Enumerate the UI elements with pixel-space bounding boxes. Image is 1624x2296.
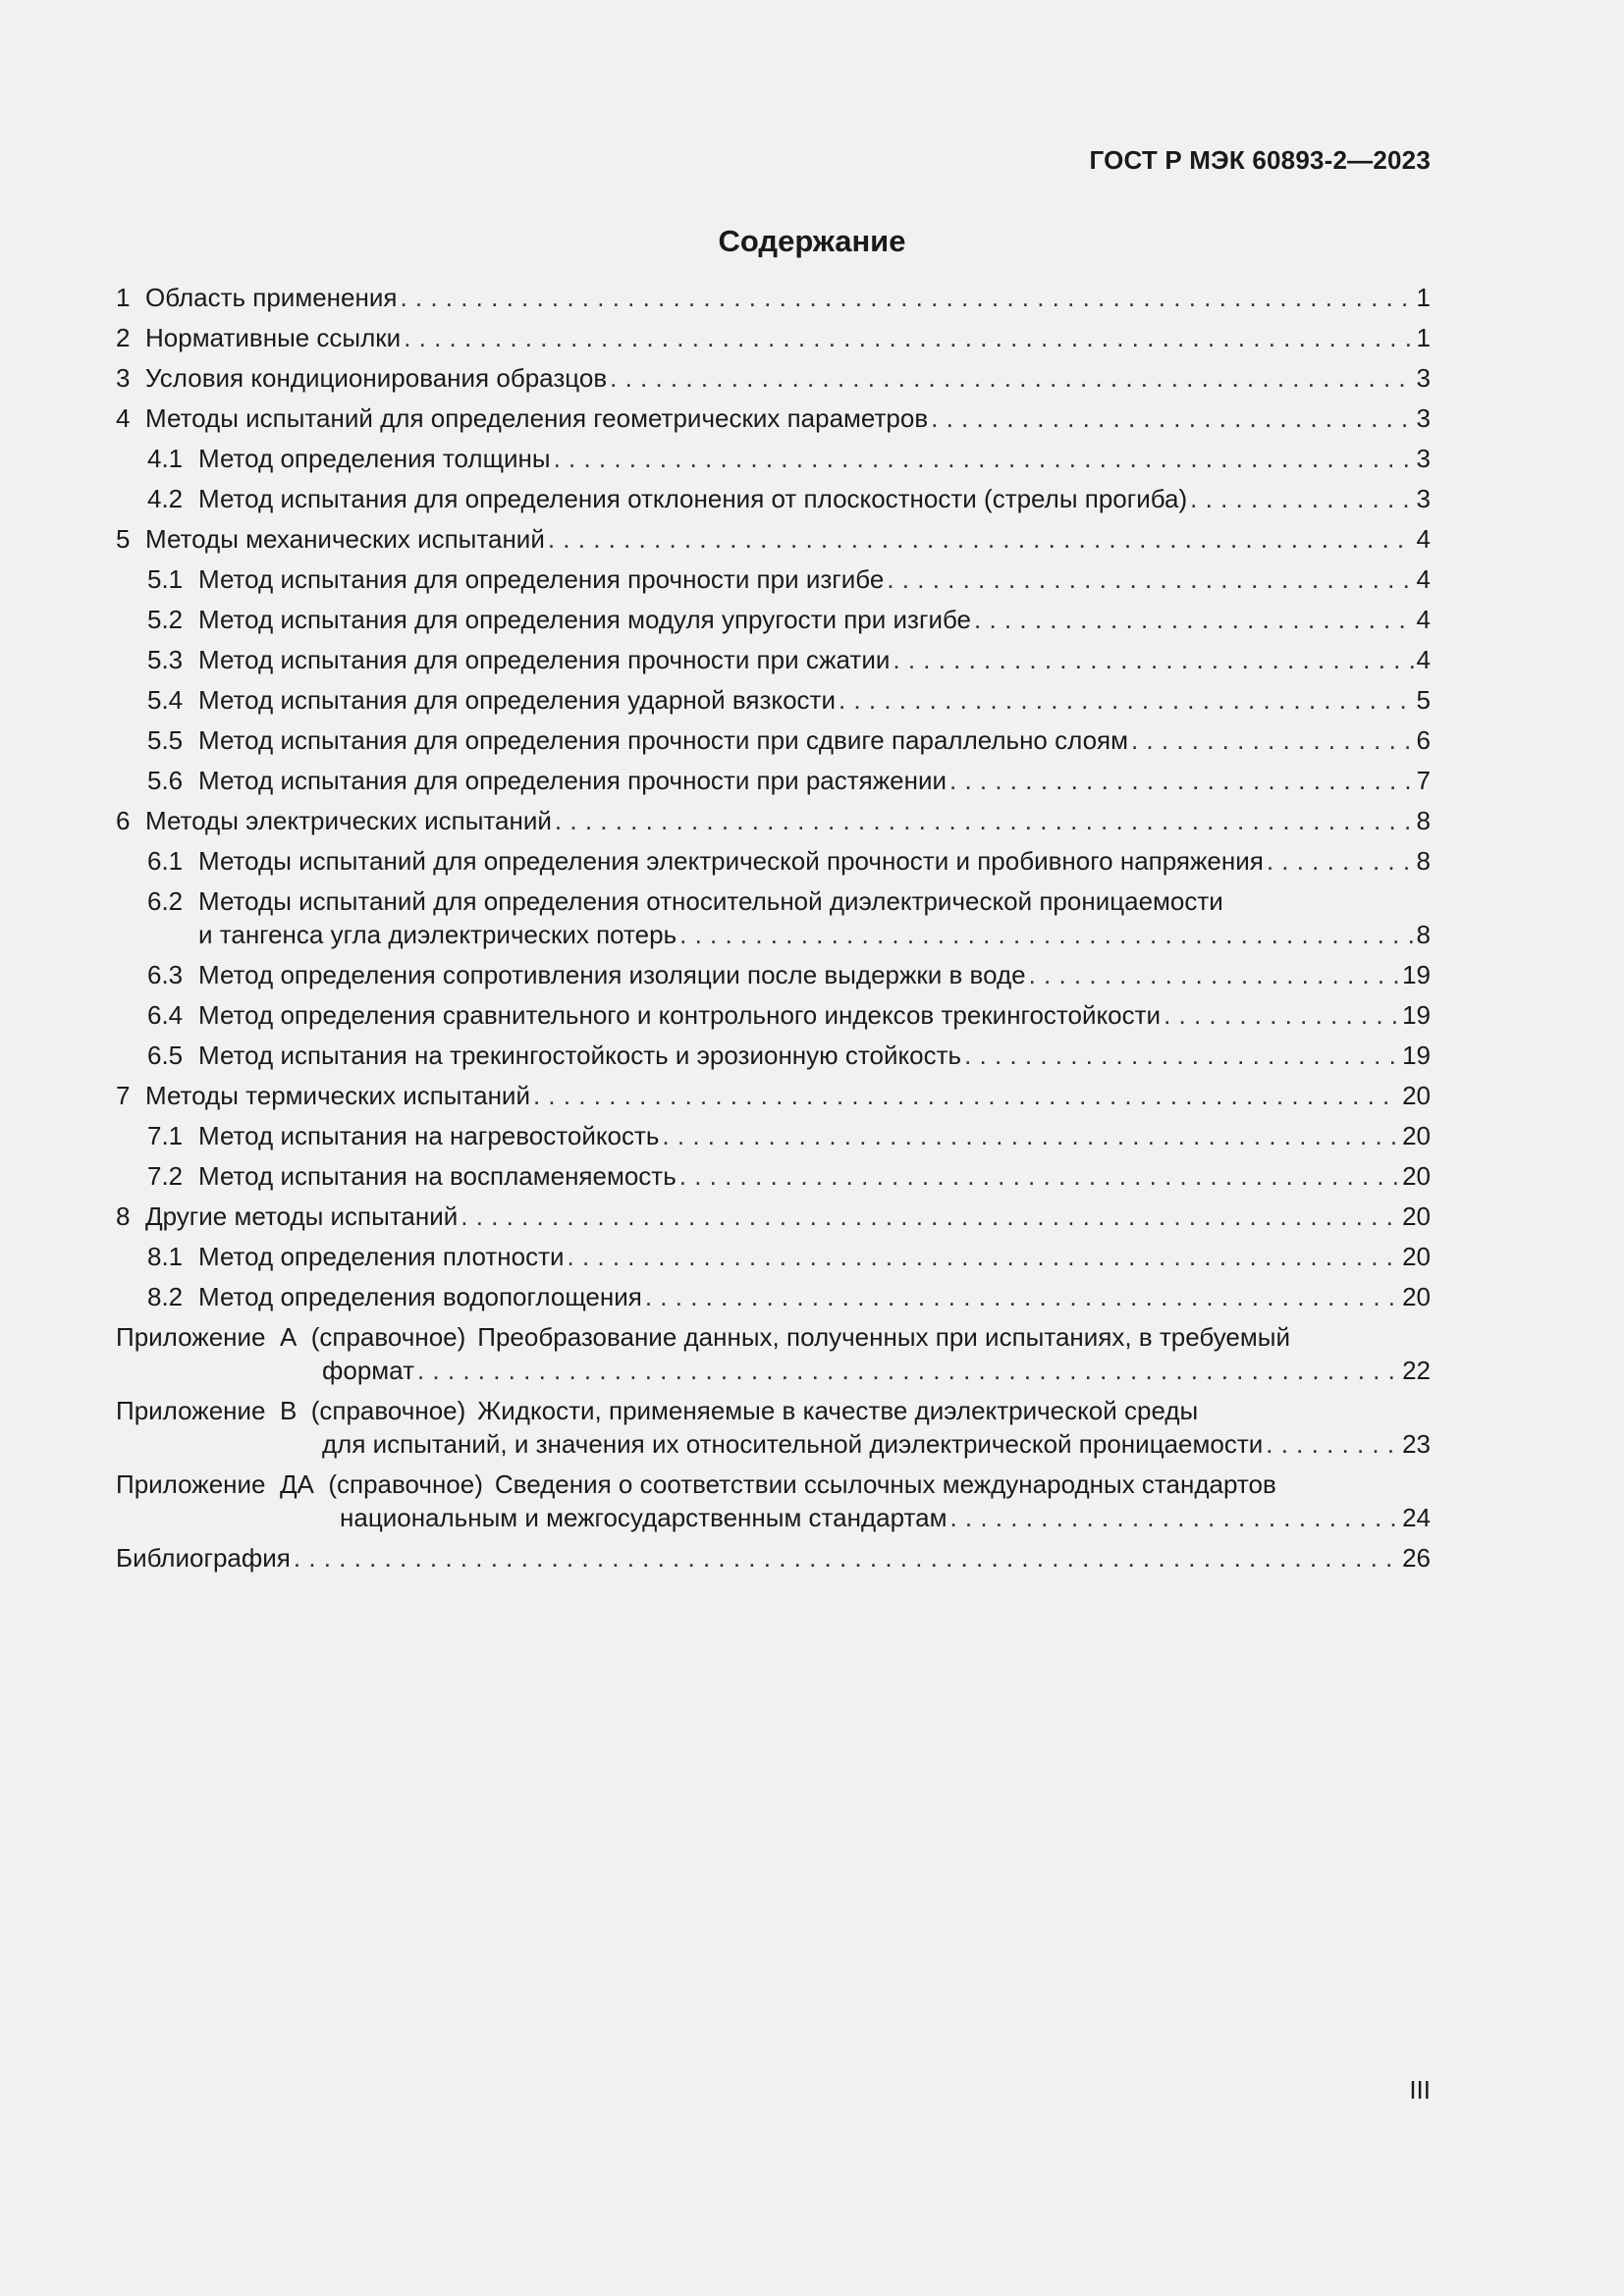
toc-number: 7 [116,1081,131,1110]
toc-page: 19 [1402,1041,1431,1070]
toc-appendix-a[interactable] [116,1322,1431,1396]
dot-leader [404,323,1413,353]
toc-bibliography[interactable] [116,1543,1431,1583]
toc-text: Метод испытания для определения отклонения от плоскостности (стрелы прогиба) [198,484,1188,513]
toc-number: 5.3 [147,645,184,674]
toc-entry[interactable] [116,283,1431,323]
appendix-label: Приложение А (справочное) [116,1322,466,1352]
toc-entry[interactable] [116,1081,1431,1121]
dot-leader [460,1201,1399,1232]
toc-page: 20 [1402,1242,1431,1271]
toc-number: 4.1 [147,444,184,473]
dot-leader [839,685,1414,716]
toc-number: 6.2 [147,886,184,916]
dot-leader [949,766,1414,796]
appendix-title-continued: национальным и межгосударственным стандартам [340,1503,947,1532]
toc-page: 1 [1416,283,1431,312]
toc-page: 20 [1402,1081,1431,1110]
toc-page: 8 [1416,846,1431,876]
dot-leader [679,920,1413,950]
toc-number: 6.1 [147,846,184,876]
appendix-title: Жидкости, применяемые в качестве диэлектрической среды [477,1396,1199,1425]
toc-text: Метод определения плотности [198,1242,565,1271]
toc-page: 4 [1416,564,1431,594]
dot-leader [568,1242,1400,1272]
dot-leader [887,564,1413,595]
document-code: ГОСТ Р МЭК 60893-2—2023 [1089,145,1431,175]
toc-entry[interactable] [116,766,1431,806]
dot-leader [533,1081,1399,1111]
toc-text: Метод испытания для определения модуля упругости при изгибе [198,605,972,634]
toc-entry[interactable] [116,1242,1431,1282]
dot-leader [1266,1429,1399,1460]
toc-text: Нормативные ссылки [145,323,402,352]
toc-text: Метод испытания для определения прочности при сдвиге параллельно слоям [198,725,1128,755]
toc-number: 7.1 [147,1121,184,1150]
toc-page: 5 [1416,685,1431,715]
toc-text: Метод испытания для определения ударной вязкости [198,685,836,715]
dot-leader [1190,484,1413,514]
toc-page: 6 [1416,725,1431,755]
dot-leader [645,1282,1399,1312]
toc-entry[interactable] [116,444,1431,484]
toc-text: Область применения [145,283,398,312]
toc-page: 22 [1402,1356,1431,1385]
toc-number: 6.3 [147,960,184,989]
toc-number: 5.2 [147,605,184,634]
toc-number: 5 [116,524,131,554]
appendix-title: Преобразование данных, полученных при испытаниях, в требуемый [477,1322,1290,1352]
dot-leader [1267,846,1414,877]
toc-page: 23 [1402,1429,1431,1459]
toc-text: Другие методы испытаний [145,1201,459,1231]
toc-entry[interactable] [116,484,1431,524]
toc-appendix-b[interactable] [116,1396,1431,1469]
toc-entry[interactable] [116,846,1431,886]
dot-leader [417,1356,1399,1386]
dot-leader [555,806,1414,836]
toc-page: 20 [1402,1161,1431,1191]
toc-entry[interactable] [116,1121,1431,1161]
appendix-label: Приложение ДА (справочное) [116,1469,483,1499]
dot-leader [679,1161,1399,1192]
toc-entry[interactable] [116,323,1431,363]
toc-page: 8 [1416,806,1431,835]
toc-number: 5.4 [147,685,184,715]
toc-entry[interactable] [116,1161,1431,1201]
toc-number: 3 [116,363,131,393]
dot-leader [949,1503,1399,1533]
dot-leader [964,1041,1399,1071]
toc-entry[interactable] [116,960,1431,1000]
toc-text: Методы испытаний для определения относительной диэлектрической проницаемости [198,886,1223,916]
toc-text: Библиография [116,1543,291,1573]
toc-entry[interactable] [116,725,1431,766]
toc-number: 5.1 [147,564,184,594]
page-title: Содержание [718,224,906,258]
toc-page: 8 [1416,920,1431,949]
dot-leader [1029,960,1399,990]
toc-entry[interactable] [116,1000,1431,1041]
table-of-contents [116,283,1431,1583]
toc-number: 8.2 [147,1282,184,1311]
toc-text: Методы механических испытаний [145,524,545,554]
toc-text: Методы термических испытаний [145,1081,530,1110]
dot-leader [548,524,1414,555]
toc-page: 4 [1416,645,1431,674]
toc-page: 20 [1402,1282,1431,1311]
toc-entry[interactable] [116,564,1431,605]
toc-entry[interactable] [116,645,1431,685]
toc-number: 1 [116,283,131,312]
dot-leader [294,1543,1399,1574]
toc-page: 19 [1402,960,1431,989]
toc-number: 6 [116,806,131,835]
dot-leader [554,444,1414,474]
toc-entry[interactable] [116,1282,1431,1322]
toc-number: 5.5 [147,725,184,755]
toc-entry[interactable] [116,685,1431,725]
toc-page: 7 [1416,766,1431,795]
toc-text: Метод испытания для определения прочности при изгибе [198,564,885,594]
toc-entry[interactable] [116,1201,1431,1242]
toc-number: 6.5 [147,1041,184,1070]
toc-entry[interactable] [116,403,1431,444]
appendix-title-continued: для испытаний, и значения их относительной диэлектрической проницаемости [322,1429,1264,1459]
toc-number: 4 [116,403,131,433]
toc-number: 4.2 [147,484,184,513]
toc-text: Метод испытания на трекингостойкость и эрозионную стойкость [198,1041,962,1070]
toc-number: 6.4 [147,1000,184,1030]
toc-page: 4 [1416,524,1431,554]
appendix-label: Приложение В (справочное) [116,1396,466,1425]
toc-page: 3 [1416,444,1431,473]
dot-leader [662,1121,1399,1151]
toc-page: 1 [1416,323,1431,352]
toc-text: Методы испытаний для определения электрической прочности и пробивного напряжения [198,846,1264,876]
toc-text: Методы испытаний для определения геометрических параметров [145,403,929,433]
dot-leader [893,645,1413,675]
toc-text: Метод определения сопротивления изоляции после выдержки в воде [198,960,1026,989]
toc-appendix-da[interactable] [116,1469,1431,1543]
toc-text-continued: и тангенса угла диэлектрических потерь [198,920,677,949]
toc-text: Метод испытания для определения прочности при сжатии [198,645,891,674]
toc-entry[interactable] [116,605,1431,645]
toc-page: 3 [1416,484,1431,513]
dot-leader [400,283,1413,313]
dot-leader [974,605,1414,635]
toc-text: Метод определения водопоглощения [198,1282,642,1311]
toc-number: 2 [116,323,131,352]
toc-text: Метод определения сравнительного и контрольного индексов трекингостойкости [198,1000,1162,1030]
toc-page: 4 [1416,605,1431,634]
appendix-title-continued: формат [322,1356,414,1385]
toc-text: Условия кондиционирования образцов [145,363,608,393]
toc-entry[interactable] [116,806,1431,846]
toc-page: 3 [1416,363,1431,393]
toc-text: Метод испытания для определения прочности при растяжении [198,766,947,795]
toc-entry[interactable] [116,886,1431,960]
toc-text: Методы электрических испытаний [145,806,552,835]
toc-number: 8 [116,1201,131,1231]
page-number: III [1409,2075,1431,2105]
toc-page: 26 [1402,1543,1431,1573]
toc-page: 3 [1416,403,1431,433]
toc-entry[interactable] [116,524,1431,564]
toc-number: 8.1 [147,1242,184,1271]
toc-page: 24 [1402,1503,1431,1532]
appendix-title: Сведения о соответствии ссылочных международных стандартов [494,1469,1276,1499]
toc-page: 20 [1402,1121,1431,1150]
toc-entry[interactable] [116,1041,1431,1081]
toc-text: Метод испытания на нагревостойкость [198,1121,660,1150]
toc-text: Метод испытания на воспламеняемость [198,1161,677,1191]
dot-leader [931,403,1413,434]
toc-entry[interactable] [116,363,1431,403]
toc-number: 7.2 [147,1161,184,1191]
toc-text: Метод определения толщины [198,444,551,473]
dot-leader [1131,725,1414,756]
dot-leader [1164,1000,1399,1031]
toc-page: 20 [1402,1201,1431,1231]
toc-page: 19 [1402,1000,1431,1030]
dot-leader [610,363,1413,394]
toc-number: 5.6 [147,766,184,795]
